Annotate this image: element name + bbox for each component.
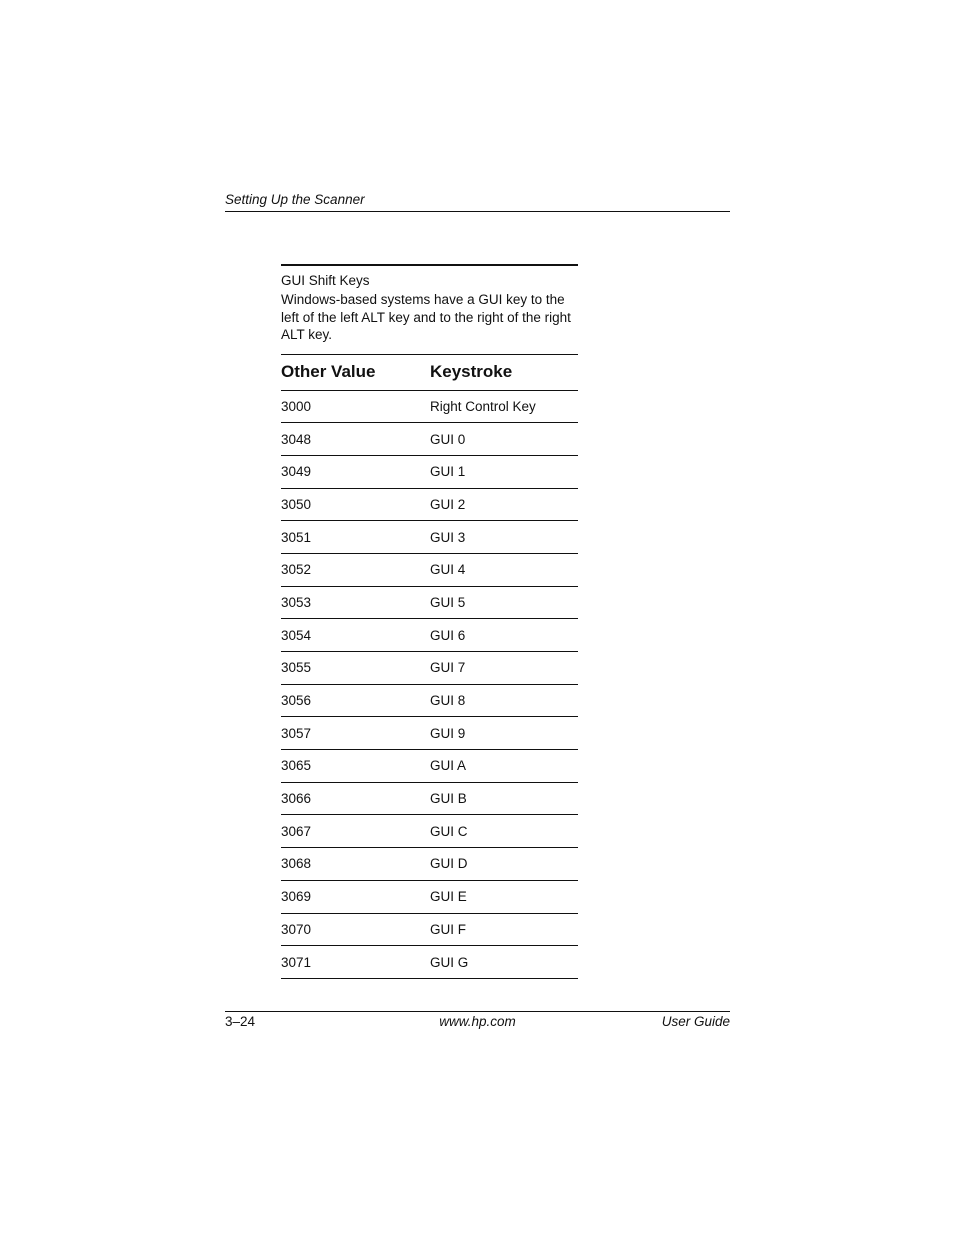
cell-keystroke: GUI A	[430, 750, 578, 783]
section-top-rule	[281, 264, 578, 266]
cell-other-value: 3057	[281, 717, 430, 750]
cell-keystroke: GUI F	[430, 913, 578, 946]
cell-keystroke: GUI E	[430, 880, 578, 913]
table-row	[281, 848, 578, 881]
footer-doc-name: User Guide	[661, 1014, 730, 1029]
footer-rule	[225, 1011, 730, 1012]
cell-keystroke: GUI 0	[430, 423, 578, 456]
cell-other-value: 3048	[281, 423, 430, 456]
keystroke-table	[281, 354, 578, 979]
cell-other-value: 3052	[281, 553, 430, 586]
cell-other-value: 3070	[281, 913, 430, 946]
cell-keystroke: Right Control Key	[430, 390, 578, 423]
table-row	[281, 652, 578, 685]
column-header-other-value: Other Value	[281, 354, 430, 390]
cell-keystroke: GUI C	[430, 815, 578, 848]
cell-keystroke: GUI G	[430, 946, 578, 979]
cell-keystroke: GUI 8	[430, 684, 578, 717]
section-title: GUI Shift Keys	[281, 273, 370, 288]
table-row	[281, 488, 578, 521]
footer-url: www.hp.com	[439, 1014, 516, 1029]
table-header-row	[281, 354, 578, 390]
table-row	[281, 946, 578, 979]
cell-other-value: 3056	[281, 684, 430, 717]
page-number: 3–24	[225, 1014, 256, 1029]
cell-keystroke: GUI 4	[430, 553, 578, 586]
cell-keystroke: GUI B	[430, 782, 578, 815]
table-row	[281, 455, 578, 488]
cell-other-value: 3053	[281, 586, 430, 619]
cell-keystroke: GUI 3	[430, 521, 578, 554]
table-row	[281, 880, 578, 913]
cell-other-value: 3067	[281, 815, 430, 848]
cell-other-value: 3055	[281, 652, 430, 685]
section-description: Windows-based systems have a GUI key to the left of the left ALT key and to the right of the right ALT key.	[281, 292, 571, 342]
cell-other-value: 3071	[281, 946, 430, 979]
running-header: Setting Up the Scanner	[225, 192, 365, 207]
cell-other-value: 3000	[281, 390, 430, 423]
cell-keystroke: GUI 9	[430, 717, 578, 750]
cell-other-value: 3068	[281, 848, 430, 881]
table-row	[281, 684, 578, 717]
cell-keystroke: GUI 2	[430, 488, 578, 521]
table-row	[281, 782, 578, 815]
table-row	[281, 913, 578, 946]
table-row	[281, 390, 578, 423]
cell-other-value: 3054	[281, 619, 430, 652]
cell-other-value: 3066	[281, 782, 430, 815]
cell-keystroke: GUI 5	[430, 586, 578, 619]
cell-other-value: 3069	[281, 880, 430, 913]
table-row	[281, 619, 578, 652]
cell-other-value: 3049	[281, 455, 430, 488]
content	[281, 264, 578, 979]
column-header-keystroke: Keystroke	[430, 354, 578, 390]
header-rule	[225, 211, 730, 212]
cell-other-value: 3051	[281, 521, 430, 554]
cell-other-value: 3065	[281, 750, 430, 783]
cell-keystroke: GUI 6	[430, 619, 578, 652]
table-body	[281, 390, 578, 978]
cell-keystroke: GUI D	[430, 848, 578, 881]
table-row	[281, 750, 578, 783]
table-row	[281, 423, 578, 456]
table-row	[281, 586, 578, 619]
table-row	[281, 553, 578, 586]
cell-other-value: 3050	[281, 488, 430, 521]
table-row	[281, 717, 578, 750]
cell-keystroke: GUI 1	[430, 455, 578, 488]
table-row	[281, 521, 578, 554]
cell-keystroke: GUI 7	[430, 652, 578, 685]
table-row	[281, 815, 578, 848]
